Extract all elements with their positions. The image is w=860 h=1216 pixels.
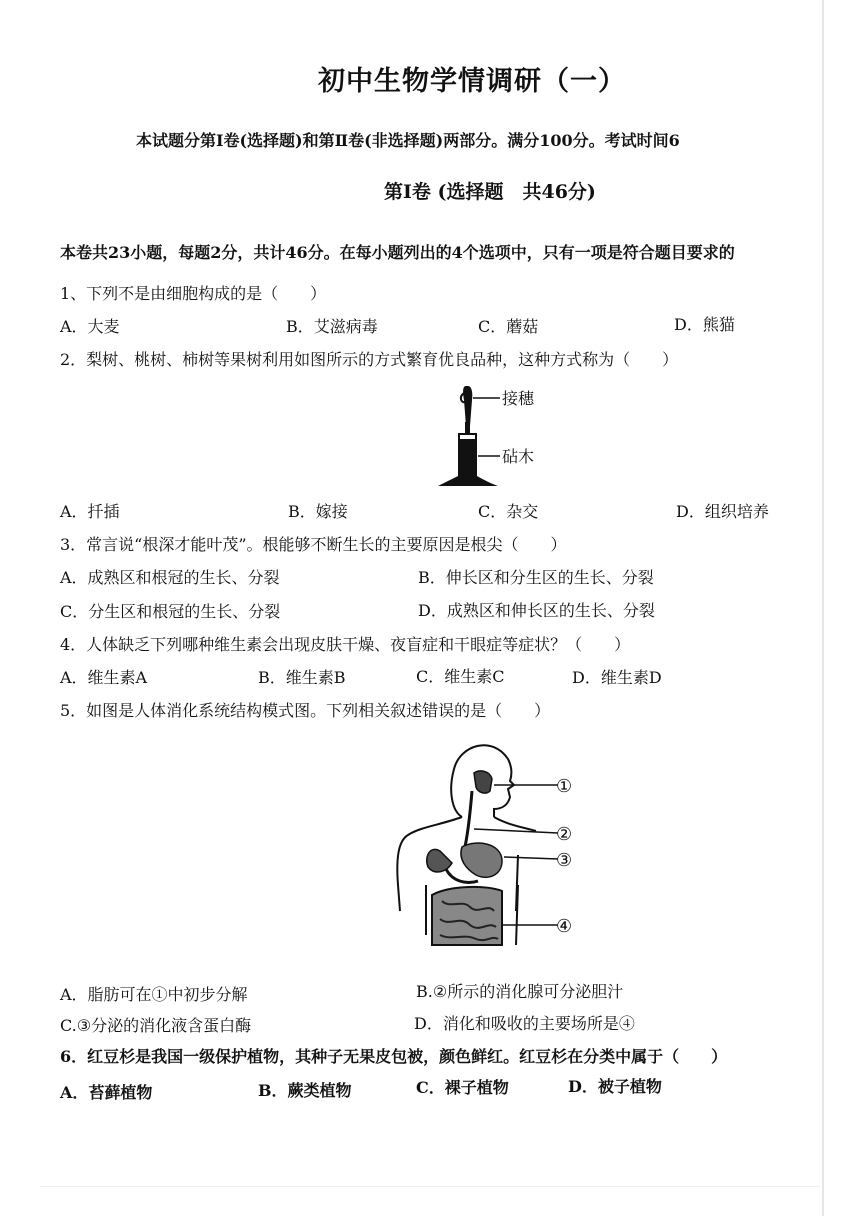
question-6-option-a[interactable]: A．苔藓植物 [60,1083,153,1102]
question-2-option-b[interactable]: B．嫁接 [288,502,348,521]
question-3-stem: 3．常言说“根深才能叶茂”。根能够不断生长的主要原因是根尖（ ） [60,535,567,554]
section-title: 第Ⅰ卷 (选择题 共46分) [384,181,596,203]
page-bottom-edge [40,1186,820,1187]
question-4-option-a[interactable]: A．维生素A [60,668,148,687]
question-2-stem: 2．梨树、桃树、柿树等果树利用如图所示的方式繁育优良品种，这种方式称为（ ） [60,350,679,369]
question-6-stem: 6．红豆杉是我国一级保护植物，其种子无果皮包被，颜色鲜红。红豆杉在分类中属于（ ） [60,1048,728,1066]
scion-label: 接穗 [502,389,535,408]
digestive-system-figure [390,735,590,967]
question-4-option-c[interactable]: C．维生素C [416,667,505,686]
question-2-option-d[interactable]: D．组织培养 [676,502,769,521]
question-3-option-c[interactable]: C．分生区和根冠的生长、分裂 [60,602,281,621]
digestive-organs [427,771,502,945]
exam-title: 初中生物学情调研（一） [318,66,626,97]
question-6-option-b[interactable]: B．蕨类植物 [258,1081,352,1100]
question-4-option-d[interactable]: D．维生素D [572,668,662,687]
question-1-option-a[interactable]: A．大麦 [60,317,120,336]
question-6-option-d[interactable]: D．被子植物 [568,1077,662,1096]
question-1-option-c[interactable]: C．蘑菇 [478,317,539,336]
question-5-option-a[interactable]: A．脂肪可在①中初步分解 [60,985,248,1004]
scion-drawing [461,386,472,434]
question-5-option-c[interactable]: C.③分泌的消化液含蛋白酶 [60,1016,252,1035]
question-1-option-b[interactable]: B．艾滋病毒 [286,317,378,336]
question-2-option-a[interactable]: A．扦插 [60,502,120,521]
grafting-figure [430,380,580,492]
question-1-option-d[interactable]: D．熊猫 [674,315,735,334]
question-1-stem: 1、下列不是由细胞构成的是（ ） [60,284,327,303]
rootstock-drawing [438,434,498,486]
label-3: ③ [556,850,573,871]
question-3-option-b[interactable]: B．伸长区和分生区的生长、分裂 [418,568,654,587]
label-1: ① [556,776,573,797]
rootstock-label: 砧木 [502,447,535,466]
section-instructions: 本卷共23小题，每题2分，共计46分。在每小题列出的4个选项中，只有一项是符合题目要求的 [60,244,735,262]
question-2-option-c[interactable]: C．杂交 [478,502,539,521]
exam-intro: 本试题分第Ⅰ卷(选择题)和第Ⅱ卷(非选择题)两部分。满分100分。考试时间6 [136,132,680,150]
question-6-option-c[interactable]: C．裸子植物 [416,1078,509,1097]
label-4: ④ [556,916,573,937]
question-5-stem: 5．如图是人体消化系统结构模式图。下列相关叙述错误的是（ ） [60,701,551,720]
question-4-stem: 4．人体缺乏下列哪种维生素会出现皮肤干燥、夜盲症和干眼症等症状？（ ） [60,635,631,654]
question-5-option-d[interactable]: D．消化和吸收的主要场所是④ [414,1014,635,1033]
question-3-option-a[interactable]: A．成熟区和根冠的生长、分裂 [60,568,280,587]
page-edge [822,0,824,1216]
question-5-option-b[interactable]: B.②所示的消化腺可分泌胆汁 [416,982,624,1001]
question-4-option-b[interactable]: B．维生素B [258,668,346,687]
question-3-option-d[interactable]: D．成熟区和伸长区的生长、分裂 [418,601,655,620]
label-2: ② [556,824,573,845]
